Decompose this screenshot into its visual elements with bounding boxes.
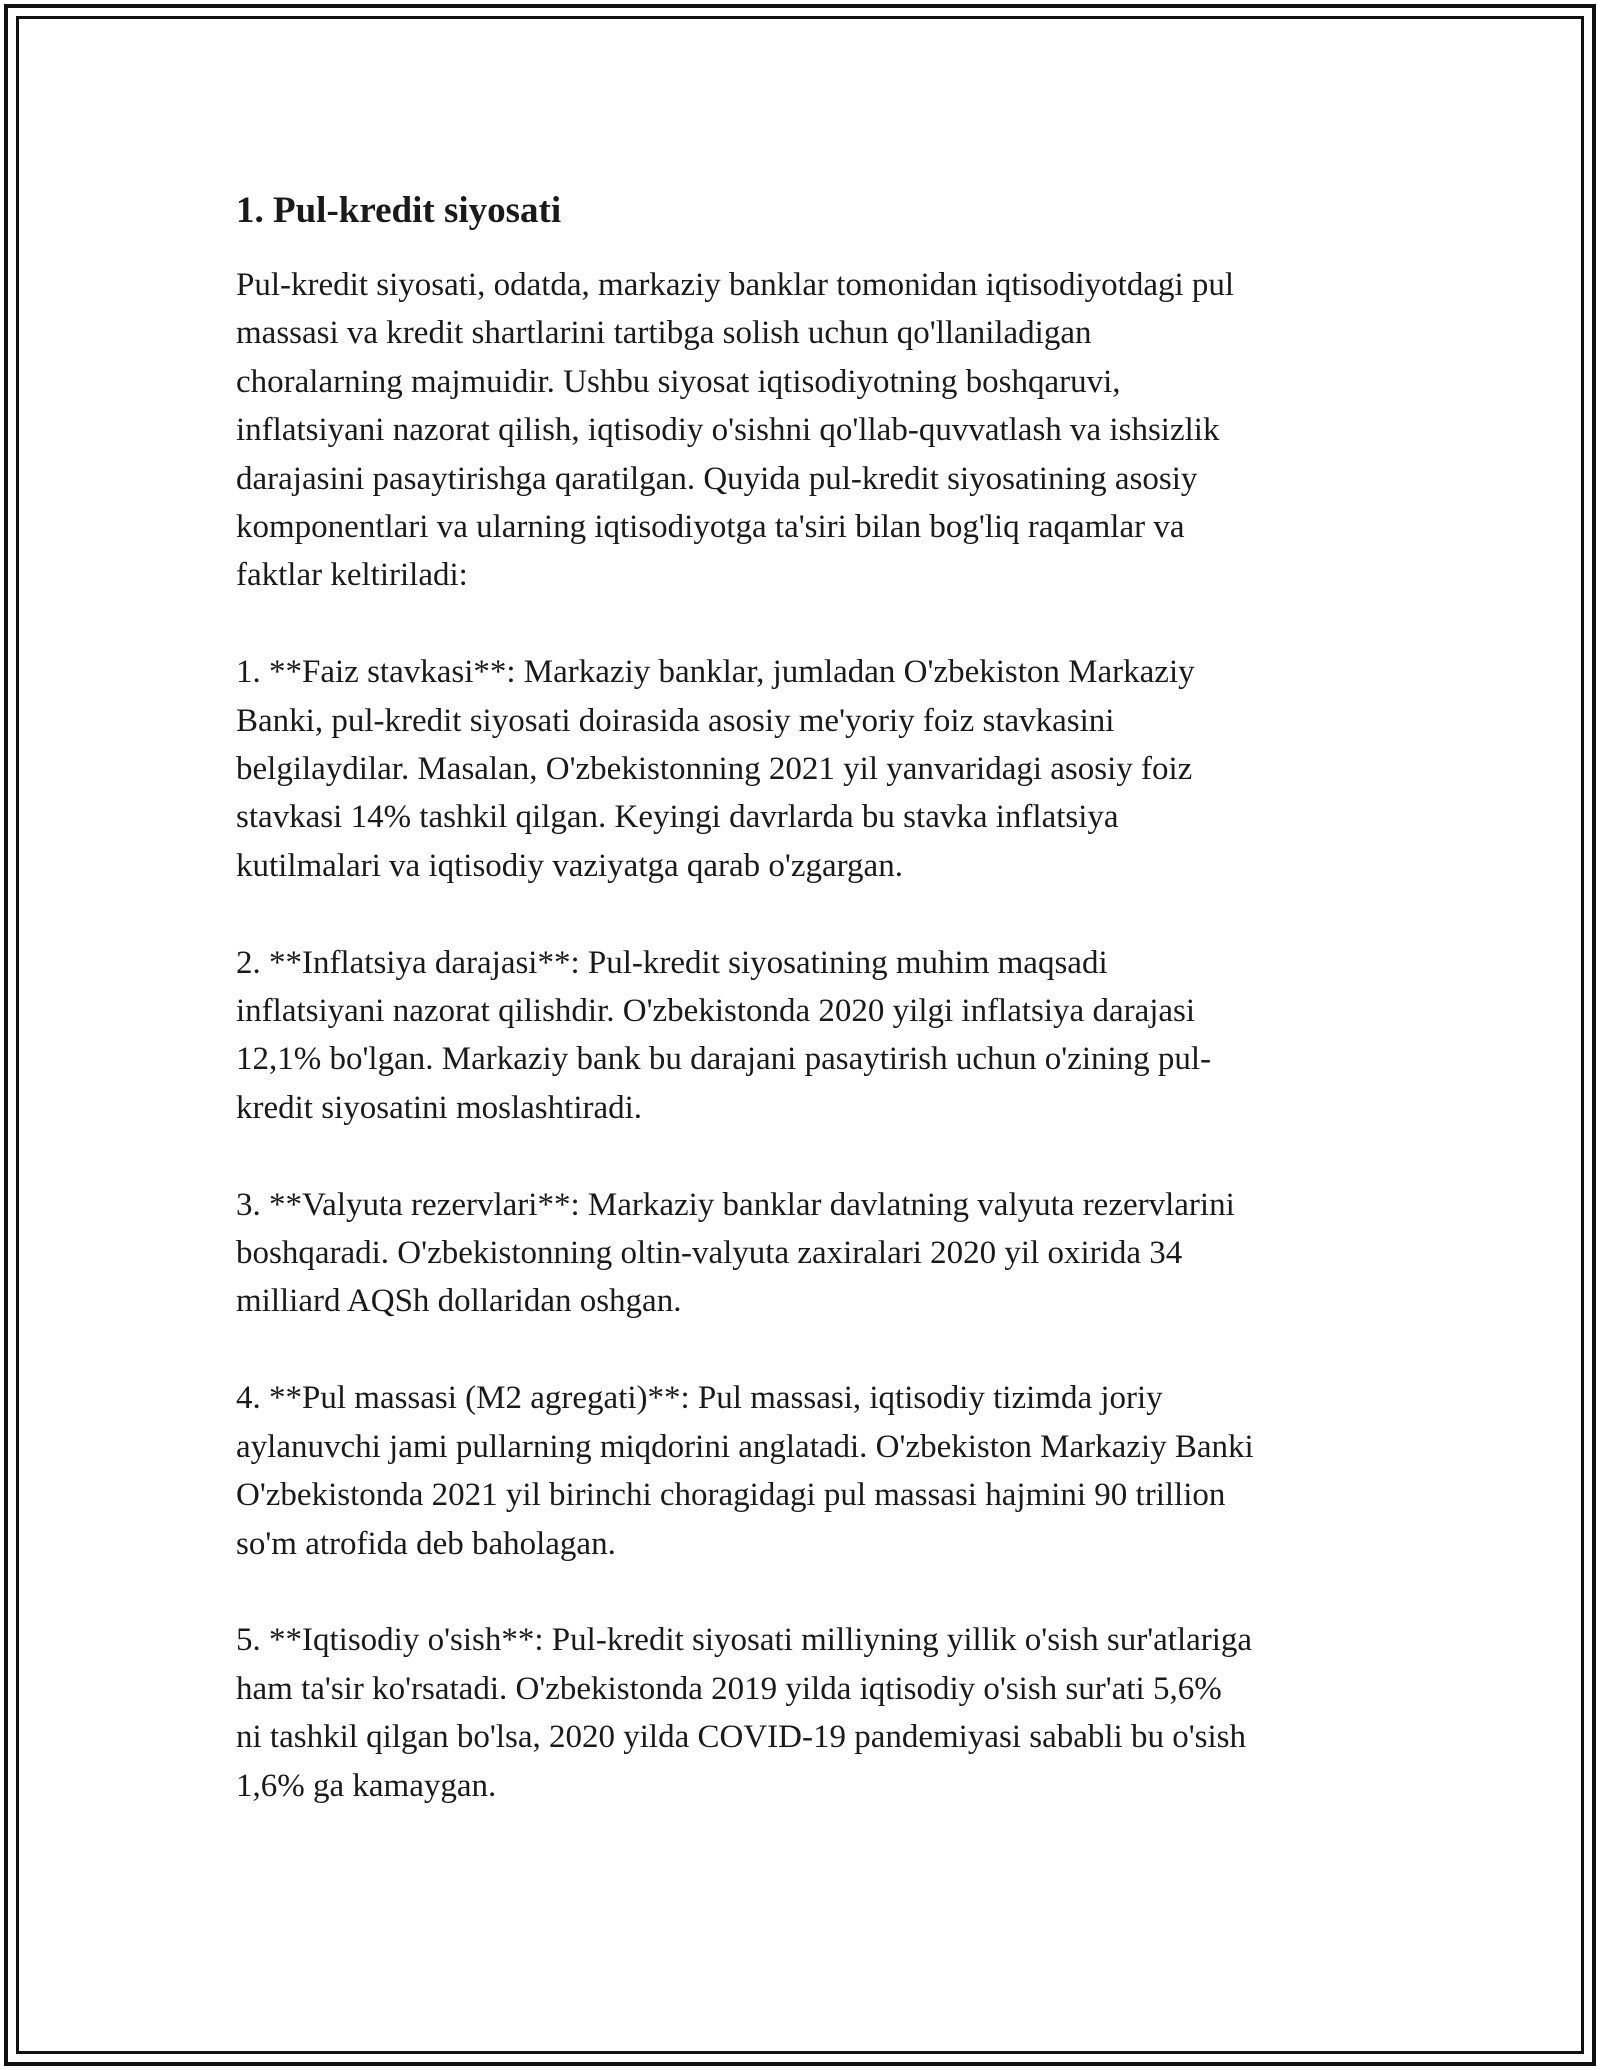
text-line: faktlar keltiriladi: (236, 557, 468, 594)
text-line: darajasini pasaytirishga qaratilgan. Quyida pul-kredit siyosatining asosiy (236, 460, 1198, 497)
paragraph-gap (236, 890, 1386, 938)
paragraph-gap (236, 600, 1386, 648)
list-item-currency-reserves (236, 1181, 1386, 1326)
text-line: kredit siyosatini moslashtiradi. (236, 1089, 643, 1126)
section-heading: 1. Pul-kredit siyosati (236, 190, 562, 231)
text-line: 12,1% bo'lgan. Markaziy bank bu darajani pasaytirish uchun o'zining pul- (236, 1041, 1212, 1078)
intro-paragraph (236, 261, 1386, 600)
paragraph-gap (236, 1132, 1386, 1180)
text-line: komponentlari va ularning iqtisodiyotga ta'siri bilan bog'liq raqamlar va (236, 509, 1185, 546)
list-item-inflation (236, 939, 1386, 1133)
text-line: inflatsiyani nazorat qilish, iqtisodiy o'sishni qo'llab-quvvatlash va ishsizlik (236, 412, 1220, 449)
list-item-interest-rate (236, 648, 1386, 890)
list-item-economic-growth (236, 1616, 1386, 1810)
text-line: inflatsiyani nazorat qilishdir. O'zbekistonda 2020 yilgi inflatsiya darajasi (236, 993, 1196, 1030)
text-line: belgilaydilar. Masalan, O'zbekistonning 2021 yil yanvaridagi asosiy foiz (236, 751, 1193, 788)
text-line: Banki, pul-kredit siyosati doirasida asosiy me'yoriy foiz stavkasini (236, 702, 1115, 739)
text-line: ni tashkil qilgan bo'lsa, 2020 yilda COVID-19 pandemiyasi sababli bu o'sish (236, 1719, 1247, 1756)
text-line: O'zbekistonda 2021 yil birinchi choragidagi pul massasi hajmini 90 trillion (236, 1477, 1226, 1514)
text-line: choralarning majmuidir. Ushbu siyosat iqtisodiyotning boshqaruvi, (236, 363, 1121, 400)
text-line: 4. **Pul massasi (M2 agregati)**: Pul massasi, iqtisodiy tizimda joriy (236, 1380, 1163, 1417)
text-line: boshqaradi. O'zbekistonning oltin-valyuta zaxiralari 2020 yil oxirida 34 (236, 1235, 1183, 1272)
text-line: 1. **Faiz stavkasi**: Markaziy banklar, jumladan O'zbekiston Markaziy (236, 654, 1195, 691)
text-line: aylanuvchi jami pullarning miqdorini anglatadi. O'zbekiston Markaziy Banki (236, 1428, 1254, 1465)
text-line: milliard AQSh dollaridan oshgan. (236, 1283, 682, 1320)
text-line: 1,6% ga kamaygan. (236, 1767, 497, 1804)
text-line: 5. **Iqtisodiy o'sish**: Pul-kredit siyosati milliyning yillik o'sish sur'atlariga (236, 1622, 1253, 1659)
text-line: stavkasi 14% tashkil qilgan. Keyingi davrlarda bu stavka inflatsiya (236, 799, 1119, 836)
paragraph-gap (236, 1568, 1386, 1616)
paragraph-gap (236, 1326, 1386, 1374)
text-line: so'm atrofida deb baholagan. (236, 1525, 616, 1562)
text-line: massasi va kredit shartlarini tartibga solish uchun qo'llaniladigan (236, 315, 1092, 352)
list-item-money-supply (236, 1374, 1386, 1568)
text-line: Pul-kredit siyosati, odatda, markaziy banklar tomonidan iqtisodiyotdagi pul (236, 267, 1235, 303)
text-line: 3. **Valyuta rezervlari**: Markaziy banklar davlatning valyuta rezervlarini (236, 1186, 1235, 1223)
document-body (236, 186, 1386, 1810)
text-line: kutilmalari va iqtisodiy vaziyatga qarab o'zgargan. (236, 847, 903, 884)
text-line: ham ta'sir ko'rsatadi. O'zbekistonda 2019 yilda iqtisodiy o'sish sur'ati 5,6% (236, 1670, 1222, 1707)
text-line: 2. **Inflatsiya darajasi**: Pul-kredit siyosatining muhim maqsadi (236, 944, 1108, 981)
